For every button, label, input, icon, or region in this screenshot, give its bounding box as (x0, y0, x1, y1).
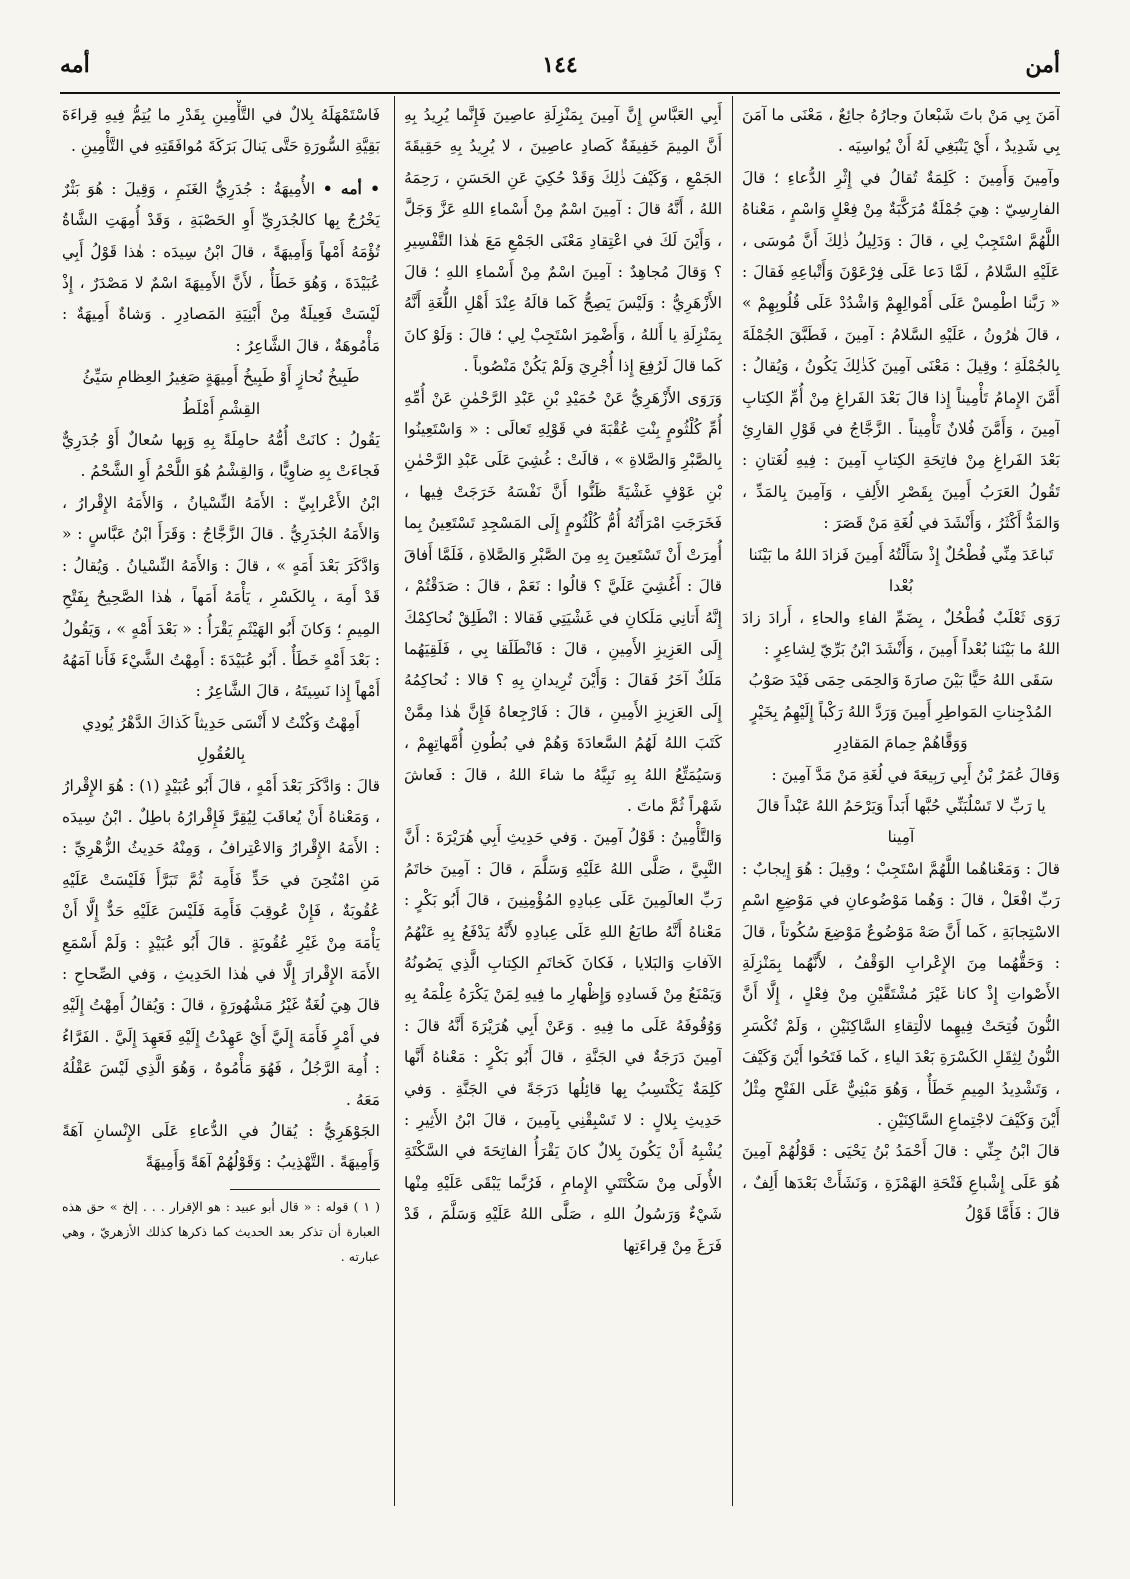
entry-headword: • أمه • (322, 178, 380, 198)
paragraph: أَبِي العَبَّاسِ إِنَّ آمِينَ بِمَنْزِلَةِ عاصِينَ فَإِنَّما يُرِيدُ بِهِ أَنَّ المِيمَ خَفِيفَةٌ كَصادِ عاصِينَ ، لا يُرِيدُ بِهِ حَقِيقَةَ الجَمْعِ ، وَكَيْفَ ذٰلِكَ وَقَدْ حُكِيَ عَنِ الحَسَنِ ، رَحِمَهُ اللهُ ، أَنَّهُ قالَ : آمِينَ اسْمٌ مِنْ أَسْماءِ اللهِ عَزَّ وَجَلَّ ، وَأَيْنَ لَكَ في اعْتِقادِ مَعْنَى الجَمْعِ مَعَ هٰذا التَّفْسِيرِ ؟ وَقالَ مُجاهِدٌ : آمِينَ اسْمٌ مِنْ أَسْماءِ اللهِ ؛ قالَ الأَزْهَرِيُّ : وَلَيْسَ يَصِحُّ كَما قالَهُ عِنْدَ أَهْلِ اللُّغَةِ أَنَّهُ بِمَنْزِلَةِ يا أَللهُ ، وَأَضْمِرَ اسْتَجِبْ لِي ؛ قالَ : وَلَوْ كانَ كَما قالَ لَرُفِعَ إِذا أُجْرِيَ وَلَمْ يَكُنْ مَنْصُوباً . (404, 106, 722, 376)
paragraph: رَوَى ثَعْلَبٌ فُطْحُلٌ ، بِضَمِّ الفاءِ والحاءِ ، أَرادَ زادَ اللهُ ما بَيْنَنا بُعْداً أَمِينَ ، وَأَنْشَدَ ابْنُ بَرِّيّ لِشاعِرٍ : (742, 608, 1060, 658)
paragraph: الجَوْهَرِيُّ : يُقالُ في الدُّعاءِ عَلَى الإِنْسانِ آهَةً وَأَمِيهَةً . التَّهْذِيبُ : وَقَوْلُهُمْ آهَةً وَأَمِيهَةً (62, 1122, 380, 1172)
entry-text: الأُمِيهَةُ : جُدَرِيُّ الغَنَمِ ، وَقِيلَ : هُوَ بَثْرٌ يَخْرُجُ بِها كالجُدَرِيِّ أَوِ الحَصْبَةِ ، وَقَدْ أُمِهَتِ الشَّاةُ تُؤْمَهُ أَمْهاً وَأَمِيهَةً ، قالَ ابْنُ سِيدَه : هٰذا قَوْلُ أَبِي عُبَيْدَةَ ، وَهُوَ خَطَأٌ ، لأَنَّ الأَمِيهَةَ اسْمٌ لا مَصْدَرٌ ، إِذْ لَيْسَتْ فَعِيلَةٌ مِنْ أَبْنِيَةِ المَصادِرِ . وَشاةٌ أَمِيهَةٌ : مَأْمُوهَةٌ ، قالَ الشَّاعِرُ : (62, 179, 380, 355)
paragraph: وآمِينَ وَأَمِينَ : كَلِمَةٌ تُقالُ في إِثْرِ الدُّعاءِ ؛ قالَ الفارِسِيّ : هِيَ جُمْلَةٌ مُرَكَّبَةٌ مِنْ فِعْلٍ وَاسْمٍ ، مَعْناهُ اللَّهُمَّ اسْتَجِبْ لِي ، قالَ : وَدَلِيلُ ذٰلِكَ أَنَّ مُوسَى ، عَلَيْهِ السَّلامُ ، لَمَّا دَعا عَلَى فِرْعَوْنَ وَأَتْباعِهِ فَقالَ : « رَبَّنا اطْمِسْ عَلَى أَمْوالِهِمْ وَاشْدُدْ عَلَى قُلُوبِهِمْ » ، قالَ هٰرُونُ ، عَلَيْهِ السَّلامُ : آمِينَ ، فَطَبَّقَ الجُمْلَةَ بِالجُمْلَةِ ؛ وقِيلَ : مَعْنَى آمِينَ كَذٰلِكَ يَكُونُ ، وَيُقالُ : أَمَّنَ الإِمامُ تَأْمِيناً إِذا قالَ بَعْدَ الفَراغِ مِنْ أُمِّ الكِتابِ آمِينَ ، وَأَمَّنَ فُلانٌ تَأْمِيناً . الزَّجَّاجُ في قَوْلِ القارِئِ بَعْدَ الفَراغِ مِنْ فاتِحَةِ الكِتابِ آمِينَ : فِيهِ لُغَتانِ : تَقُولُ العَرَبُ أَمِينَ بِقَصْرِ الأَلِفِ ، وَآمِينَ بِالمَدِّ ، وَالمَدُّ أَكْثَرُ ، وَأَنْشَدَ في لُغَةِ مَنْ قَصَرَ : (742, 168, 1060, 533)
paragraph: وَرَوَى الأَزْهَرِيُّ عَنْ حُمَيْدِ بْنِ عَبْدِ الرَّحْمٰنِ عَنْ أُمِّهِ أُمِّ كُلْثُومٍ بِنْتِ عُقْبَةَ في قَوْلِهِ تَعالَى : « وَاسْتَعِينُوا بِالصَّبْرِ وَالصَّلاةِ » ، قالَتْ : غُشِيَ عَلَى عَبْدِ الرَّحْمٰنِ بْنِ عَوْفٍ غَشْيَةً ظَنُّوا أَنَّ نَفْسَهُ خَرَجَتْ فِيها ، فَخَرَجَتِ امْرَأَتُهُ أُمُّ كُلْثُومٍ إِلَى المَسْجِدِ تَسْتَعِينُ بِما أُمِرَتْ أَنْ تَسْتَعِينَ بِهِ مِنَ الصَّبْرِ وَالصَّلاةِ ، فَلَمَّا أَفاقَ قالَ : أَغُشِيَ عَلَيَّ ؟ قالُوا : نَعَمْ ، قالَ : صَدَقْتُمْ ، إِنَّهُ أَتانِي مَلَكانِ في غَشْيَتِي فَقالا : انْطَلِقْ نُحاكِمْكَ إِلَى العَزِيزِ الأَمِينِ ، قالَ : فَانْطَلَقا بِي ، فَلَقِيَهُما مَلَكٌ آخَرُ فَقالَ : وَأَيْنَ تُرِيدانِ بِهِ ؟ قالا : نُحاكِمُهُ إِلَى العَزِيزِ الأَمِينِ ، قالَ : فَارْجِعاهُ فَإِنَّ هٰذا مِمَّنْ كَتَبَ اللهُ لَهُمُ السَّعادَةَ وَهُمْ في بُطُونِ أُمَّهاتِهِمْ ، وَسَيُمَتِّعُ اللهُ بِهِ نَبِيَّهُ ما شاءَ اللهُ ، قالَ : فَعاشَ شَهْراً ثُمَّ ماتَ . (404, 388, 722, 815)
column-divider (394, 96, 395, 1506)
verse: يا رَبِّ لا تَسْلُبَنِّي حُبَّها أَبَداً وَيَرْحَمُ اللهُ عَبْداً قالَ آمِينا (756, 796, 1046, 847)
paragraph: قالَ ابْنُ جِنِّي : قالَ أَحْمَدُ بْنُ يَحْيَى : قَوْلُهُمْ آمِينَ هُوَ عَلَى إِشْباعِ فَتْحَةِ الهَمْزَةِ ، وَنَشَأَتْ بَعْدَها أَلِفٌ ، قالَ : فَأَمَّا قَوْلُ (742, 1142, 1060, 1224)
column-left (62, 100, 380, 1500)
verse: سَقَى اللهُ حَيًّا بَيْنَ صارَةَ وَالحِمَى حِمَى فَيْدَ صَوْبُ المُدْجِناتِ المَواطِرِ أَمِينَ وَرَدَّ اللهُ رَكْباً إِلَيْهِمُ بِخَيْرٍ وَوَقَّاهُمْ حِمامَ المَقادِرِ (748, 671, 1054, 753)
verse: تَباعَدَ مِنِّي فُطْحُلٌ إِذْ سَأَلْتُهُ أَمِينَ فَزادَ اللهُ ما بَيْنَنا بُعْدا (748, 545, 1054, 596)
paragraph: قالَ : وَادَّكَرَ بَعْدَ أَمْهٍ ، قالَ أَبُو عُبَيْدٍ (١) : هُوَ الإِقْرارُ ، وَمَعْناهُ أَنْ يُعاقَبَ لِيُقِرَّ فَإِقْرارُهُ باطِلٌ . ابْنُ سِيدَه : الأَمَهُ الإِقْرارُ وَالاعْتِرافُ ، وَمِنْهُ حَدِيثُ الزُّهْرِيِّ : مَنِ امْتُحِنَ في حَدٍّ فَأَمِهَ ثُمَّ تَبَرَّأَ فَلَيْسَتْ عَلَيْهِ عُقُوبَةٌ ، فَإِنْ عُوقِبَ فَأَمِهَ فَلَيْسَ عَلَيْهِ حَدٌّ إِلَّا أَنْ يَأْمَهَ مِنْ غَيْرِ عُقُوبَةٍ . قالَ أَبُو عُبَيْدٍ : وَلَمْ أَسْمَعِ الأَمَهَ الإِقْرارَ إِلَّا في هٰذا الحَدِيثِ ، وَفي الصِّحاحِ : قالَ هِيَ لُغَةٌ غَيْرُ مَشْهُورَةٍ ، قالَ : وَيُقالُ أَمِهْتُ إِلَيْهِ في أَمْرٍ فَأَمَهَ إِلَيَّ أَيْ عَهِدْتُ إِلَيْهِ فَعَهِدَ إِلَيَّ . الفَرَّاءُ : أُمِهَ الرَّجُلُ ، فَهُوَ مَأْمُوهٌ ، وَهُوَ الَّذِي لَيْسَ عَقْلُهُ مَعَهُ . (62, 776, 380, 1109)
paragraph: ابْنُ الأَعْرابِيِّ : الأَمَهُ النِّسْيانُ ، وَالأَمَهُ الإِقْرارُ ، وَالأَمَهُ الجُدَرِيُّ . قالَ الزَّجَّاجُ : وَقَرَأَ ابْنُ عَبَّاسٍ : « وَادَّكَرَ بَعْدَ أَمَهٍ » ، قالَ : وَالأَمَهُ النِّسْيانُ . وَيُقالُ : قَدْ أَمِهَ ، بِالكَسْرِ ، يَأْمَهُ أَمَهاً ، هٰذا الصَّحِيحُ بِفَتْحِ المِيمِ ؛ وَكانَ أَبُو الهَيْثَمِ يَقْرَأُ : « بَعْدَ أَمْهٍ » ، وَيَقُولُ : بَعْدَ أَمْهٍ خَطَأٌ . أَبُو عُبَيْدَةَ : أَمِهْتُ الشَّيْءَ فَأَنا آمَهُهُ أَمْهاً إِذا نَسِيتَهُ ، قالَ الشَّاعِرُ : (62, 493, 380, 701)
column-middle (404, 100, 722, 1500)
paragraph: آمَنَ بِي مَنْ باتَ شَبْعانَ وجارُهُ جائِعٌ ، مَعْنَى ما آمَنَ بِي شَدِيدٌ ، أَيْ يَنْبَغِي لَهُ أَنْ يُواسِيَه . (742, 106, 1060, 156)
footnote-rule (230, 1189, 380, 1190)
header-rule (60, 92, 1060, 94)
page-number: ١٤٤ (542, 52, 578, 78)
column-right (742, 100, 1060, 1500)
paragraph: قالَ : وَمَعْناهُما اللَّهُمَّ اسْتَجِبْ ؛ وقِيلَ : هُوَ إِيجابٌ : رَبِّ افْعَلْ ، قالَ : وَهُما مَوْضُوعانِ في مَوْضِعِ اسْمِ الاسْتِجابَةِ ، كَما أَنَّ صَهْ مَوْضُوعٌ مَوْضِعَ سُكُوتاً ، قالَ : وَحَقُّهُما مِنَ الإِعْرابِ الوَقْفُ ، لأَنَّهُما بِمَنْزِلَةِ الأَصْواتِ إِذْ كانا غَيْرَ مُشْتَقَّيْنِ مِنْ فِعْلٍ ، إِلَّا أَنَّ النُّونَ فُتِحَتْ فِيهِما لالْتِقاءِ السَّاكِنَيْنِ ، وَلَمْ تُكْسَرِ النُّونُ لِثِقَلِ الكَسْرَةِ بَعْدَ الياءِ ، كَما فَتَحُوا أَيْنَ وَكَيْفَ ، وَتَشْدِيدُ المِيمِ خَطَأٌ ، وَهُوَ مَبْنِيٌّ عَلَى الفَتْحِ مِثْلُ أَيْنَ وَكَيْفَ لاجْتِماعِ السَّاكِنَيْنِ . (742, 859, 1060, 1129)
verse: طَبِيخُ نُحازٍ أَوْ طَبِيخُ أَمِيهَةٍ صَغِيرُ العِظامِ سَيِّئُ القِشْمِ أَمْلَطُ (82, 368, 360, 418)
header-keyword-right: أمن (1025, 52, 1060, 78)
paragraph: وَالتَّأْمِينُ : قَوْلُ آمِينَ . وَفي حَدِيثِ أَبِي هُرَيْرَةَ : أَنَّ النَّبِيَّ ، صَلَّى اللهُ عَلَيْهِ وَسَلَّمَ ، قالَ : آمِينَ خاتَمُ رَبِّ العالَمِينَ عَلَى عِبادِهِ المُؤْمِنِينَ ، قالَ أَبُو بَكْرٍ : مَعْناهُ أَنَّهُ طابَعُ اللهِ عَلَى عِبادِهِ لأَنَّهُ يَدْفَعُ بِهِ عَنْهُمُ الآفاتِ وَالبَلايا ، فَكانَ كَخاتَمِ الكِتابِ الَّذِي يَصُونُهُ وَيَمْنَعُ مِنْ فَسادِهِ وَإِظْهارِ ما فِيهِ لِمَنْ يَكْرَهُ عِلْمَهُ بِهِ وَوُقُوفَهُ عَلَى ما فِيهِ . وَعَنْ أَبِي هُرَيْرَةَ أَنَّهُ قالَ : آمِينَ دَرَجَةٌ في الجَنَّةِ ، قالَ أَبُو بَكْرٍ : مَعْناهُ أَنَّها كَلِمَةٌ يَكْتَسِبُ بِها قائِلُها دَرَجَةً في الجَنَّةِ . وَفي حَدِيثِ بِلالٍ : لا تَسْبِقْنِي بِآمِينَ ، قالَ ابْنُ الأَثِيرِ : يُشْبِهُ أَنْ يَكُونَ بِلالٌ كانَ يَقْرَأُ الفاتِحَةَ في السَّكْتَةِ الأُولَى مِنْ سَكْتَتَيِ الإِمامِ ، فَرُبَّما يَبْقَى عَلَيْهِ مِنْها شَيْءٌ وَرَسُولُ اللهِ ، صَلَّى اللهُ عَلَيْهِ وَسَلَّمَ ، قَدْ فَرَغَ مِنْ قِراءَتِها (404, 828, 722, 1255)
paragraph: يَقُولُ : كانَتْ أُمُّهُ حامِلَةً بِهِ وَبِها سُعالٌ أَوْ جُدَرِيٌّ فَجاءَتْ بِهِ ضاوِيًّا ، وَالقِشْمُ هُوَ اللَّحْمُ أَوِ الشَّحْمُ . (62, 431, 380, 481)
page-header (60, 52, 1060, 92)
paragraph: وَقالَ عُمَرُ بْنُ أَبِي رَبِيعَةَ في لُغَةِ مَنْ مَدَّ آمِينَ : (771, 765, 1060, 784)
footnote: ( ١ ) قوله : « قال أبو عبيد : هو الإقرار . . . إلخ » حق هذه العبارة أن تذكر بعد الحديث كما ذكرها كذلك الأزهريّ ، وهي عبارته . (62, 1198, 380, 1264)
header-keyword-left: أمه (60, 52, 90, 78)
paragraph: فَاسْتَمْهَلَهُ بِلالٌ في التَّأْمِينِ بِقَدْرِ ما يُتِمُّ فِيهِ قِراءَةَ بَقِيَّةِ السُّورَةِ حَتَّى يَنالَ بَرَكَةَ مُوافَقَتِهِ في التَّأْمِينِ . (62, 106, 380, 156)
entry-amh (62, 173, 380, 362)
column-divider (732, 96, 733, 1506)
verse: أَمِهْتُ وَكُنْتُ لا أَنْسَى حَدِيثاً كَذاكَ الدَّهْرُ يُودِي بِالعُقُولِ (82, 713, 360, 764)
